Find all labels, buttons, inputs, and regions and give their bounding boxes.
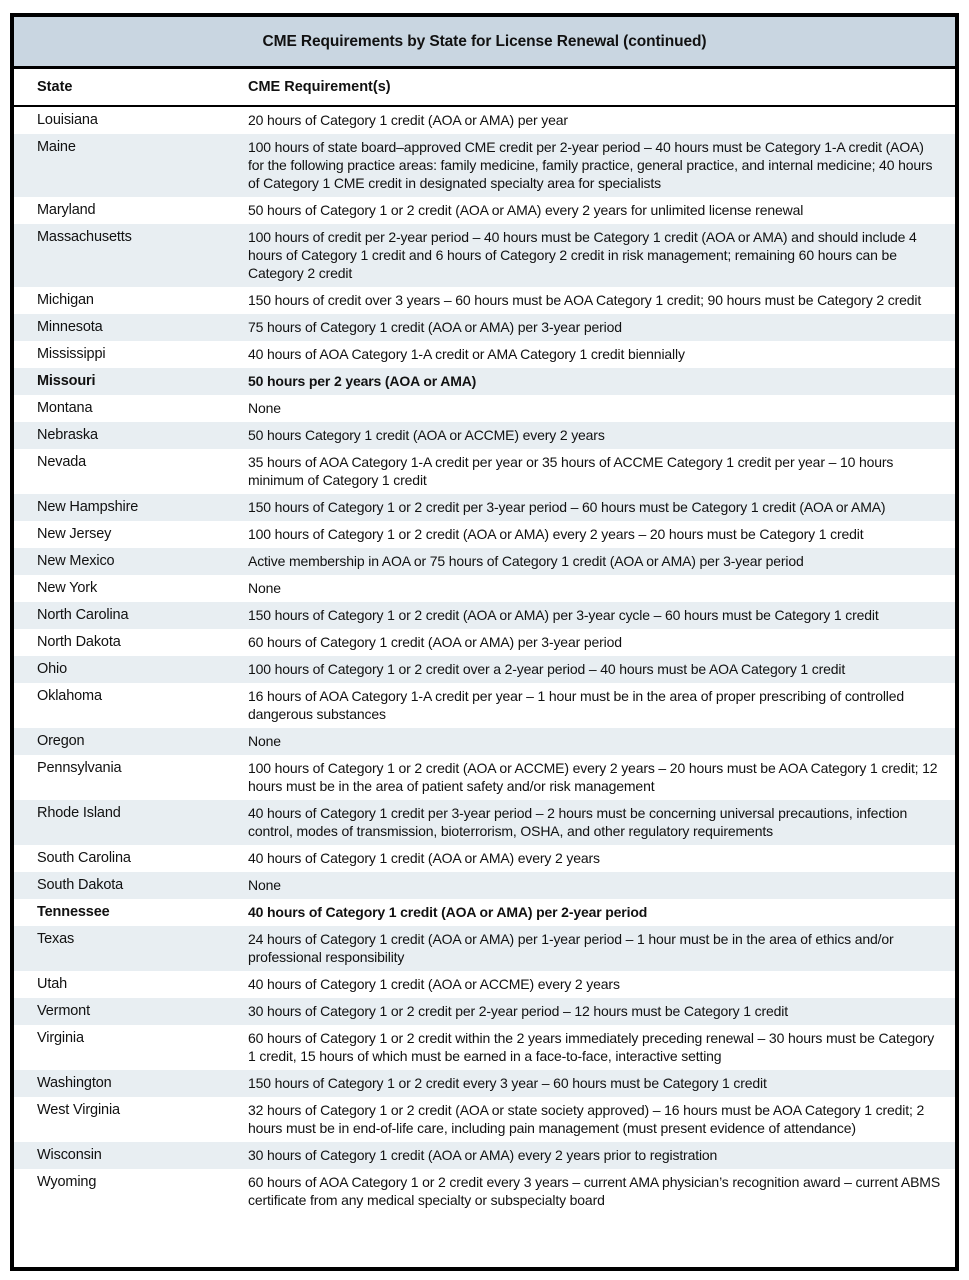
requirement-cell: 50 hours of Category 1 or 2 credit (AOA or AMA) every 2 years for unlimited license renewal — [248, 202, 804, 218]
requirement-cell: 30 hours of Category 1 or 2 credit per 2-year period – 12 hours must be Category 1 credit — [248, 1003, 788, 1019]
cme-requirements-table — [14, 69, 955, 1214]
requirement-cell: None — [248, 877, 281, 893]
state-cell: Maine — [37, 139, 76, 155]
table-row — [14, 449, 955, 494]
state-cell: Rhode Island — [37, 805, 121, 821]
table-row — [14, 494, 955, 521]
table-row — [14, 287, 955, 314]
state-cell: New York — [37, 580, 98, 596]
requirement-cell: 40 hours of Category 1 credit (AOA or AMA) every 2 years — [248, 850, 600, 866]
state-cell: Louisiana — [37, 112, 98, 128]
requirement-cell: 40 hours of Category 1 credit per 3-year period – 2 hours must be concerning universal precautions, infection control, modes of transmission, bioterrorism, OSHA, and other regulatory requirements — [248, 805, 908, 839]
state-cell: North Dakota — [37, 634, 121, 650]
header-row — [14, 69, 955, 106]
table-row — [14, 1097, 955, 1142]
state-cell: Washington — [37, 1075, 112, 1091]
requirement-cell: Active membership in AOA or 75 hours of Category 1 credit (AOA or AMA) per 3-year period — [248, 553, 804, 569]
table-row — [14, 368, 955, 395]
table-row — [14, 971, 955, 998]
state-cell: Massachusetts — [37, 229, 132, 245]
requirement-cell: 60 hours of Category 1 credit (AOA or AMA) per 3-year period — [248, 634, 622, 650]
requirement-cell: 40 hours of Category 1 credit (AOA or AMA) per 2-year period — [248, 904, 648, 920]
state-cell: Texas — [37, 931, 75, 947]
state-cell: Michigan — [37, 292, 94, 308]
table-row — [14, 224, 955, 287]
table-row — [14, 899, 955, 926]
requirement-cell: 100 hours of state board–approved CME credit per 2-year period – 40 hours must be Category 1-A credit (AOA) for the following practice areas: family medicine, family practice, general practice, and internal medicine; 40 hours of Category 1 CME credit in designated specialty area for specialists — [248, 139, 933, 191]
state-cell: Oregon — [37, 733, 85, 749]
requirement-cell: 100 hours of Category 1 or 2 credit over a 2-year period – 40 hours must be AOA Category 1 credit — [248, 661, 846, 677]
table-row — [14, 521, 955, 548]
state-cell: Maryland — [37, 202, 96, 218]
requirement-cell: 150 hours of Category 1 or 2 credit every 3 year – 60 hours must be Category 1 credit — [248, 1075, 767, 1091]
table-row — [14, 602, 955, 629]
state-cell: Utah — [37, 976, 68, 992]
table-row — [14, 755, 955, 800]
table-row — [14, 629, 955, 656]
requirement-cell: None — [248, 580, 281, 596]
requirement-cell: None — [248, 400, 281, 416]
table-row — [14, 575, 955, 602]
requirement-cell: 50 hours per 2 years (AOA or AMA) — [248, 373, 477, 389]
state-cell: Mississippi — [37, 346, 106, 362]
table-row — [14, 395, 955, 422]
requirement-cell: 30 hours of Category 1 credit (AOA or AMA) every 2 years prior to registration — [248, 1147, 718, 1163]
table-row — [14, 134, 955, 197]
table-row — [14, 683, 955, 728]
column-header-state: State — [14, 69, 248, 106]
column-header-requirement: CME Requirement(s) — [248, 69, 955, 106]
table-row — [14, 341, 955, 368]
table-row — [14, 998, 955, 1025]
state-cell: Wisconsin — [37, 1147, 102, 1163]
requirement-cell: 40 hours of Category 1 credit (AOA or ACCME) every 2 years — [248, 976, 620, 992]
table-row — [14, 926, 955, 971]
requirement-cell: 20 hours of Category 1 credit (AOA or AMA) per year — [248, 112, 568, 128]
requirement-cell: None — [248, 733, 281, 749]
requirement-cell: 32 hours of Category 1 or 2 credit (AOA or state society approved) – 16 hours must be AOA Category 1 credit; 2 hours must be in end-of-life care, including pain management (must present evidence of attendance) — [248, 1102, 925, 1136]
table-row — [14, 845, 955, 872]
requirement-cell: 60 hours of AOA Category 1 or 2 credit every 3 years – current AMA physician’s recognition award – current ABMS certificate from any medical specialty or subspecialty board — [248, 1174, 941, 1208]
table-row — [14, 1142, 955, 1169]
table-title: CME Requirements by State for License Renewal (continued) — [262, 32, 707, 50]
requirement-cell: 150 hours of Category 1 or 2 credit per 3-year period – 60 hours must be Category 1 credit (AOA or AMA) — [248, 499, 886, 515]
state-cell: Wyoming — [37, 1174, 97, 1190]
state-cell: North Carolina — [37, 607, 129, 623]
requirement-cell: 24 hours of Category 1 credit (AOA or AMA) per 1-year period – 1 hour must be in the area of ethics and/or professional responsibility — [248, 931, 894, 965]
requirement-cell: 16 hours of AOA Category 1-A credit per year – 1 hour must be in the area of proper prescribing of controlled dangerous substances — [248, 688, 905, 722]
table-row — [14, 197, 955, 224]
state-cell: Nebraska — [37, 427, 98, 443]
table-header — [14, 69, 955, 106]
state-cell: Tennessee — [37, 904, 110, 920]
requirement-cell: 40 hours of AOA Category 1-A credit or AMA Category 1 credit biennially — [248, 346, 685, 362]
table-row — [14, 1025, 955, 1070]
table-row — [14, 1070, 955, 1097]
state-cell: Minnesota — [37, 319, 103, 335]
state-cell: Vermont — [37, 1003, 90, 1019]
state-cell: South Carolina — [37, 850, 131, 866]
requirement-cell: 100 hours of credit per 2-year period – 40 hours must be Category 1 credit (AOA or AMA) and should include 4 hours of Category 1 credit and 6 hours of Category 2 credit in risk management; remaining 60 hours can be Category 2 credit — [248, 229, 917, 281]
table-row — [14, 872, 955, 899]
table-row — [14, 728, 955, 755]
requirement-cell: 35 hours of AOA Category 1-A credit per year or 35 hours of ACCME Category 1 credit per year – 10 hours minimum of Category 1 credit — [248, 454, 894, 488]
requirement-cell: 60 hours of Category 1 or 2 credit within the 2 years immediately preceding renewal – 30 hours must be Category 1 credit, 15 hours of which must be earned in a face-to-face, interactive setting — [248, 1030, 935, 1064]
requirement-cell: 100 hours of Category 1 or 2 credit (AOA or AMA) every 2 years – 20 hours must be Category 1 credit — [248, 526, 864, 542]
state-cell: Montana — [37, 400, 93, 416]
table-row — [14, 1169, 955, 1214]
table-title-band — [14, 17, 955, 69]
state-cell: New Jersey — [37, 526, 112, 542]
table-row — [14, 656, 955, 683]
requirement-cell: 150 hours of Category 1 or 2 credit (AOA or AMA) per 3-year cycle – 60 hours must be Category 1 credit — [248, 607, 879, 623]
table-row — [14, 800, 955, 845]
state-cell: New Hampshire — [37, 499, 139, 515]
state-cell: Virginia — [37, 1030, 84, 1046]
requirement-cell: 100 hours of Category 1 or 2 credit (AOA or ACCME) every 2 years – 20 hours must be AOA Category 1 credit; 12 hours must be in the area of patient safety and/or risk management — [248, 760, 938, 794]
table-row — [14, 548, 955, 575]
state-cell: Pennsylvania — [37, 760, 122, 776]
state-cell: Nevada — [37, 454, 87, 470]
cme-requirements-table-frame — [10, 13, 959, 1271]
state-cell: South Dakota — [37, 877, 124, 893]
table-row — [14, 422, 955, 449]
state-cell: Ohio — [37, 661, 68, 677]
table-row — [14, 314, 955, 341]
state-cell: West Virginia — [37, 1102, 120, 1118]
requirement-cell: 75 hours of Category 1 credit (AOA or AMA) per 3-year period — [248, 319, 622, 335]
table-body — [14, 106, 955, 1214]
table-row — [14, 106, 955, 134]
state-cell: Missouri — [37, 373, 96, 389]
state-cell: Oklahoma — [37, 688, 102, 704]
state-cell: New Mexico — [37, 553, 115, 569]
requirement-cell: 50 hours Category 1 credit (AOA or ACCME) every 2 years — [248, 427, 605, 443]
requirement-cell: 150 hours of credit over 3 years – 60 hours must be AOA Category 1 credit; 90 hours must be Category 2 credit — [248, 292, 922, 308]
